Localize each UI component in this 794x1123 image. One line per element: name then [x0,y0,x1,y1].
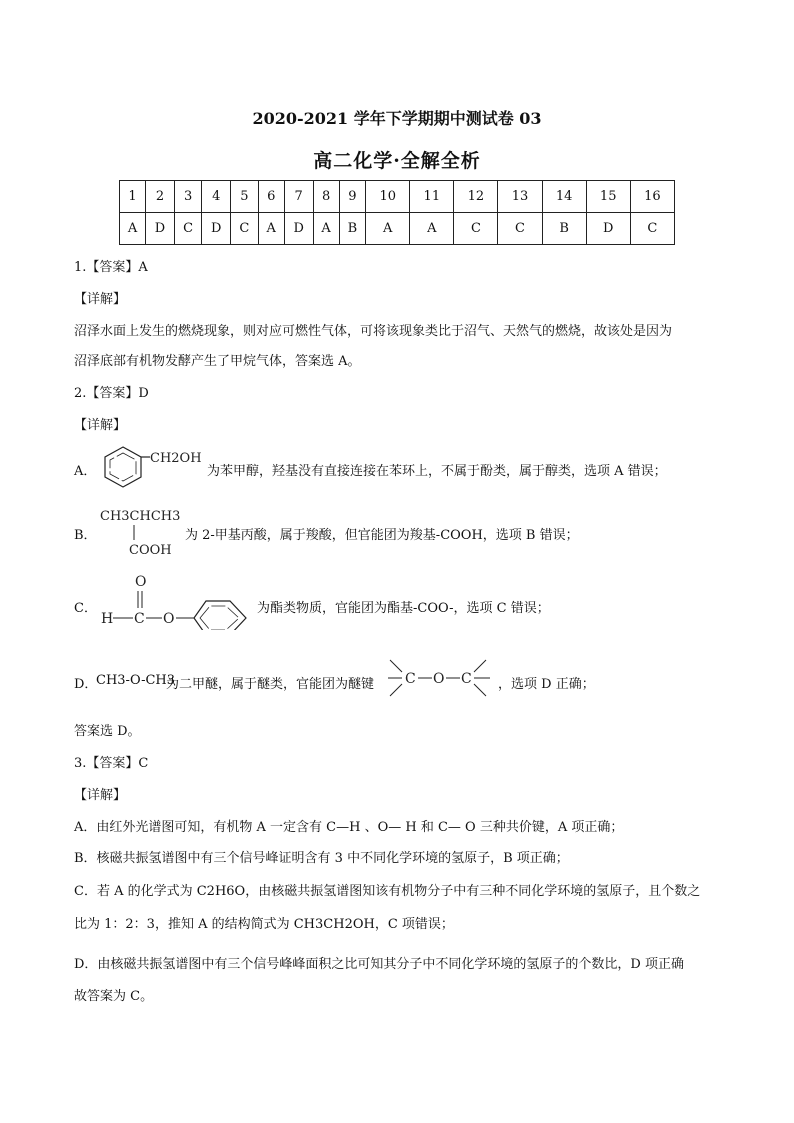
q3-detail-label: 【详解】 [74,788,127,803]
answer-table-answer-cell: C [454,213,498,245]
answer-table-number-cell: 4 [202,181,231,213]
q3-option-c-line-2: 比为 1：2：3，推知 A 的结构简式为 CH3CH2OH，C 项错误； [74,917,454,932]
answer-table-answer-cell: B [542,213,586,245]
answer-table-number-cell: 11 [410,181,454,213]
answer-table-number-cell: 7 [284,181,313,213]
benzyl-alcohol-structure [98,442,210,492]
ether-bond-o: O [433,671,445,687]
q3-option-c-line-1: C．若 A 的化学式为 C2H6O，由核磁共振氢谱图知该有机物分子中有三种不同化学环境的氢原子，且个数之 [74,884,701,899]
answer-table-number-cell: 1 [120,181,146,213]
answer-table-number-cell: 5 [231,181,259,213]
methylpropanoic-acid-structure [98,506,188,558]
q1-detail-label: 【详解】 [74,292,127,307]
q3-option-b: B．核磁共振氢谱图中有三个信号峰证明含有 3 中不同化学环境的氢原子，B 项正确； [74,851,569,866]
q2-option-b-text: 为 2-甲基丙酸，属于羧酸，但官能团为羧基-COOH，选项 B 错误； [185,528,579,543]
ether-bond-c1: C [405,671,416,687]
q1-answer: 1.【答案】A [74,260,148,275]
structure-b-top-text: CH3CHCH3 [100,509,181,524]
q2-option-a-label: A． [74,464,97,479]
answer-table-number-cell: 12 [454,181,498,213]
answer-table-answer-cell: A [366,213,410,245]
q3-option-a: A．由红外光谱图可知，有机物 A 一定含有 C—H 、O— H 和 C— O 三种共价键，A 项正确； [74,820,624,835]
q2-option-c-text: 为酯类物质，官能团为酯基-COO-，选项 C 错误； [257,601,550,616]
page-subtitle: 高二化学·全解全析 [313,150,481,172]
answer-table-number-cell: 15 [586,181,630,213]
answer-table-number-cell: 16 [630,181,674,213]
answer-table-answer-cell: B [339,213,366,245]
structure-c-h: H [101,611,114,627]
answer-table-number-cell: 3 [174,181,202,213]
benzyl-alcohol-group-text: CH2OH [150,451,202,466]
answer-table-answers-row [120,213,675,245]
q2-option-d-label: D． [74,677,98,692]
q2-option-d-text-2: ，选项 D 正确； [498,677,595,692]
answer-table-answer-cell: D [146,213,175,245]
structure-b-bottom-text: COOH [129,543,172,558]
q2-option-c-label: C． [74,601,97,616]
q3-option-d-line-2: 故答案为 C。 [74,989,154,1004]
q2-option-d-formula: CH3-O-CH3 [96,673,176,688]
q2-detail-label: 【详解】 [74,418,127,433]
answer-table-number-cell: 13 [498,181,542,213]
q2-answer: 2.【答案】D [74,386,149,401]
answer-table-number-cell: 8 [313,181,339,213]
answer-table-answer-cell: D [202,213,231,245]
answer-table-answer-cell: A [410,213,454,245]
phenyl-formate-structure [98,568,258,630]
structure-c-o: O [163,611,175,627]
answer-table-number-cell: 9 [339,181,366,213]
q2-option-b-label: B． [74,528,97,543]
q1-text-line-1: 沼泽水面上发生的燃烧现象，则对应可燃性气体，可将该现象类比于沼气、天然气的燃烧，故该处是因为 [74,324,673,339]
q3-option-d-line-1: D．由核磁共振氢谱图中有三个信号峰峰面积之比可知其分子中不同化学环境的氢原子的个数比，D 项正确 [74,957,684,972]
structure-c-carbonyl-o: O [135,574,147,590]
page-title: 2020-2021 学年下学期期中测试卷 03 [252,109,542,128]
answer-table-number-cell: 10 [366,181,410,213]
q3-answer: 3.【答案】C [74,756,149,771]
answer-table-answer-cell: D [586,213,630,245]
answer-table-number-cell: 14 [542,181,586,213]
q2-option-d-text-1: 为二甲醚，属于醚类，官能团为醚键 [166,677,375,692]
answer-table-answer-cell: C [630,213,674,245]
answer-table-answer-cell: C [498,213,542,245]
answer-table [119,180,675,245]
answer-table-answer-cell: A [120,213,146,245]
q1-text-line-2: 沼泽底部有机物发酵产生了甲烷气体，答案选 A。 [74,354,361,369]
answer-table-answer-cell: D [284,213,313,245]
q2-option-a-text: 为苯甲醇，羟基没有直接连接在苯环上，不属于酚类，属于醇类，选项 A 错误； [207,464,667,479]
answer-table-answer-cell: C [231,213,259,245]
answer-table-answer-cell: A [258,213,284,245]
ether-bond-structure [386,656,496,700]
ether-bond-c2: C [461,671,472,687]
answer-table-answer-cell: A [313,213,339,245]
answer-table-answer-cell: C [174,213,202,245]
q2-conclusion: 答案选 D。 [74,724,141,739]
answer-table-numbers-row [120,181,675,213]
answer-table-number-cell: 2 [146,181,175,213]
answer-table-number-cell: 6 [258,181,284,213]
structure-c-c: C [134,611,145,627]
